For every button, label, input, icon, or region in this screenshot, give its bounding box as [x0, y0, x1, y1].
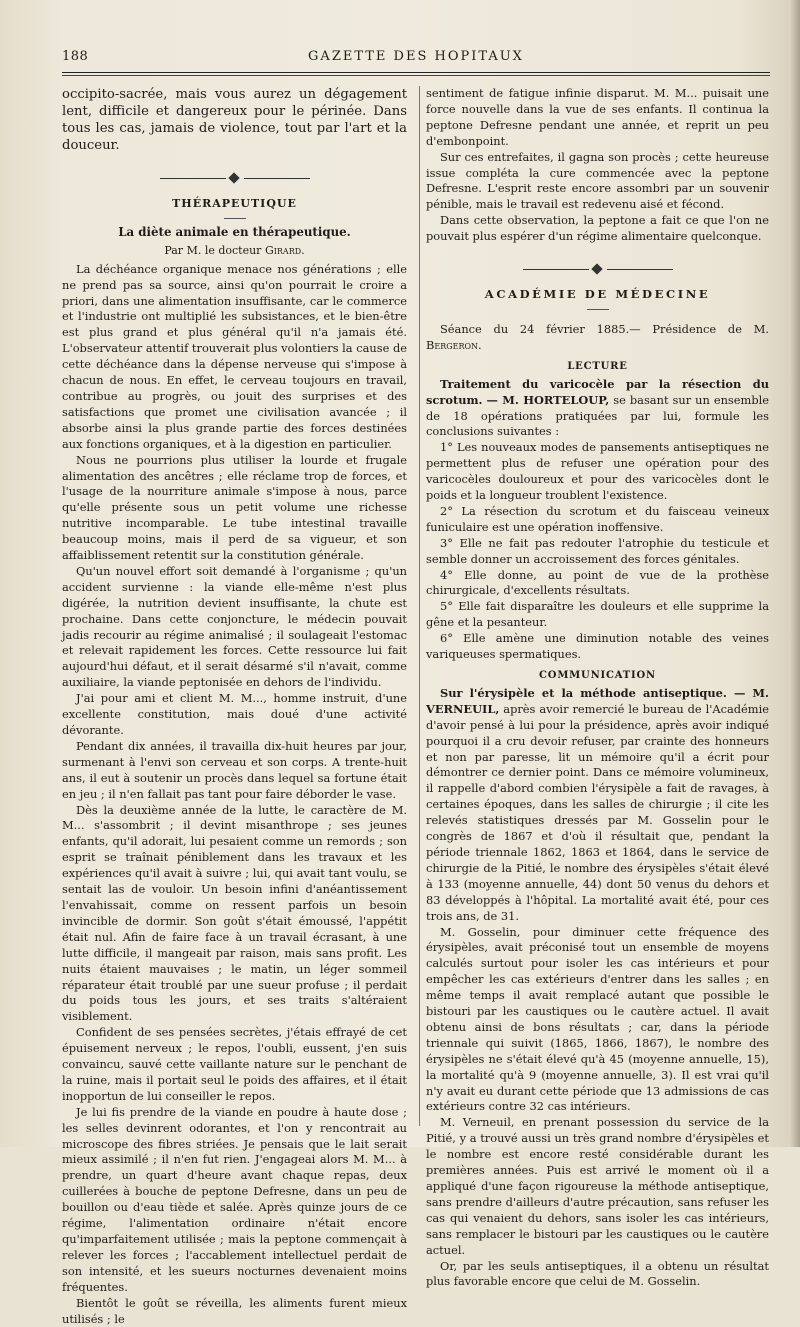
- running-title: GAZETTE DES HOPITAUX: [308, 49, 524, 64]
- section-ornament: [160, 168, 310, 190]
- paragraph: Bientôt le goût se réveilla, les aliments furent mieux utilisés ; le: [62, 1295, 407, 1326]
- page-number: 188: [62, 49, 89, 64]
- paragraph: sentiment de fatigue infinie disparut. M. M... puisait une force nouvelle dans la vue de ses enfants. Il continua la peptone Defresne pendant une année, et reprit un peu d'embonpoint.: [426, 86, 769, 148]
- paragraph: M. Verneuil, en prenant possession du service de la Pitié, y a trouvé aussi un très grand nombre d'érysipèles et le nombre est encore resté considérable durant les premières années. Puis est arrivé le moment où il a appliqué d'une façon rigoureuse la méthode antiseptique, sans prendre d'ailleurs d'autre précaution, sans refuser les cas qui venaient du dehors, sans isoler les cas intérieurs, sans remplacer le bistouri par les caustiques ou le cautère actuel.: [426, 1115, 769, 1257]
- header-rule-thin: [62, 75, 770, 76]
- paragraph: Pendant dix années, il travailla dix-huit heures par jour, surmenant à l'envi son cerveau et son corps. A trente-huit ans, il eut à soutenir un procès dans lequel sa fortune était en jeu ; il n'en fallait pas tant pour faire déborder le vase.: [62, 738, 407, 801]
- subsection-title-communication: COMMUNICATION: [539, 670, 656, 681]
- lead-paragraph: occipito-sacrée, mais vous aurez un dégagement lent, difficile et dangereux pour le périnée. Dans tous les cas, jamais de violence, tout par l'art et la douceur.: [62, 87, 407, 153]
- right-column: [426, 86, 769, 1290]
- paragraph: Je lui fis prendre de la viande en poudre à haute dose ; les selles devinrent odorantes, et l'on y rencontrait au microscope des fibres striées. Je pensais que le lait serait mieux assimilé ; il n'en fut rien. J'engageai alors M. M... à prendre, un quart d'heure avant chaque repas, deux cuillerées à bouche de peptone Defresne, dans un peu de bouillon ou d'eau tiède et salée. Après quinze jours de ce régime, l'alimentation ordinaire n'était encore qu'imparfaitement utilisée ; mais la peptone commençait à relever les forces ; l'accablement intellectuel perdait de son intensité, et les sueurs nocturnes devenaient moins fréquentes.: [62, 1104, 407, 1294]
- paragraph: Qu'un nouvel effort soit demandé à l'organisme ; qu'un accident survienne : la viande elle-même n'est plus digérée, la nutrition devient insuffisante, la chute est prochaine. Dans cette conjoncture, le médecin pouvait jadis recourir au régime animalisé ; il soulageait l'estomac et relevait rapidement les forces. Cette ressource lui fait aujourd'hui défaut, et il serait désarmé s'il n'avait, comme auxiliaire, la viande peptonisée en dehors de l'individu.: [62, 563, 407, 690]
- section-title-therapeutique: THÉRAPEUTIQUE: [172, 197, 297, 210]
- lecture-intro: [426, 377, 769, 441]
- subsection-title-lecture: LECTURE: [567, 360, 628, 372]
- communication-text: après avoir remercié le bureau de l'Académie d'avoir pensé à lui pour la présidence, après avoir indiqué pourquoi il a cru devoir refuser, par crainte des honneurs et non par paresse, lit un mémoire qu'il a écrit pour démontrer ce dernier point. Dans ce mémoire volumineux, il rappelle d'abord combien l'érysipèle a fait de ravages, à certaines époques, dans les salles de chirurgie ; il cite les relevés statistiques dressés par M. Gosselin pour le congrès de 1867 et d'où il résultait que, pendant la période triennale 1862, 1863 et 1864, dans le service de chirurgie de la Pitié, le nombre des érysipèles s'était élevé à 133 (moyenne annuelle, 44) dont 50 venus du dehors et 83 développés à l'hôpital. La mortalité avait été, pour ces trois ans, de 31.: [426, 701, 769, 923]
- paragraph: Dans cette observation, la peptone a fait ce que l'on ne pouvait plus espérer d'un régime alimentaire quelconque.: [426, 213, 769, 244]
- short-rule: [587, 309, 609, 310]
- paragraph: J'ai pour ami et client M. M..., homme instruit, d'une excellente constitution, mais doué d'une activité dévorante.: [62, 691, 407, 737]
- paragraph: Nous ne pourrions plus utiliser la lourde et frugale alimentation des ancêtres ; elle réclame trop de forces, et l'usage de la nourriture animale s'impose à nous, parce qu'elle présente sous un petit volume une richesse nutritive incomparable. Le tube intestinal travaille beaucoup moins, mais il perd de sa vigueur, et son affaiblissement retentit sur la constitution générale.: [62, 452, 407, 563]
- communication-author: — M. VERNEUIL,: [426, 685, 769, 716]
- conclusion-item: 5° Elle fait disparaître les douleurs et elle supprime la gêne et la pesanteur.: [426, 599, 769, 630]
- conclusion-item: 3° Elle ne fait pas redouter l'atrophie du testicule et semble donner un accroissement des forces génitales.: [426, 535, 769, 566]
- paragraph: M. Gosselin, pour diminuer cette fréquence des érysipèles, avait préconisé tout un ensemble de moyens calculés surtout pour isoler les cas intérieurs et pour empêcher les cas extérieurs d'entrer dans les salles ; en même temps il avait remplacé autant que possible le bistouri par les caustiques ou le cautère actuel. Il avait obtenu ainsi de bons résultats ; car, dans la période triennale qui suivit (1865, 1866, 1867), le nombre des érysipèles ne s'était élevé qu'à 45 (moyenne annuelle, 15), la mortalité qu'à 9 (moyenne annuelle, 3). Il est vrai qu'il n'y avait eu durant cette période que 13 admissions de cas extérieurs contre 32 cas intérieurs.: [426, 924, 769, 1114]
- paragraph: Confident de ses pensées secrètes, j'étais effrayé de cet épuisement nerveux ; le repos, l'oubli, eussent, j'en suis convaincu, sauvé cette vaillante nature sur le penchant de la ruine, mais il portait seul le poids des affaires, et il était inopportun de lui conseiller le repos.: [62, 1025, 407, 1103]
- session-line: [426, 322, 769, 354]
- session-prefix: Séance du 24 février 1885.— Présidence de M.: [440, 321, 769, 336]
- conclusion-item: 2° La résection du scrotum et du faisceau veineux funiculaire est une opération inoffensive.: [426, 503, 769, 534]
- section-ornament: [523, 259, 673, 281]
- header-rule: [62, 72, 770, 73]
- byline-name: Girard.: [264, 243, 305, 257]
- byline-prefix: Par M. le docteur: [164, 243, 265, 257]
- section-title-academie: ACADÉMIE DE MÉDECINE: [484, 287, 711, 302]
- short-rule: [224, 218, 246, 219]
- session-president: Bergeron.: [426, 337, 482, 352]
- page-spine-shadow: [790, 0, 800, 1147]
- paragraph: Dès la deuxième année de la lutte, le caractère de M. M... s'assombrit ; il devint misanthrope ; ses jeunes enfants, qu'il adorait, lui pesaient comme un remords ; son esprit se traînait péniblement dans les travaux et les expériences qu'il avait à suivre ; lui, qui avait tant voulu, se sentait las de vouloir. Un besoin infini d'anéantissement l'envahissait, comme on ressent parfois un besoin invincible de dormir. Son goût s'était émoussé, l'appétit était nul. Afin de faire face à un travail écrasant, à une lutte difficile, il mangeait par raison, mais sans profit. Les nuits étaient mauvaises ; le matin, un léger sommeil réparateur était troublé par une sueur profuse ; il perdait du poids tous les jours, et ses traits s'altéraient visiblement.: [62, 802, 407, 1024]
- page-header: [62, 49, 770, 71]
- conclusion-item: 1° Les nouveaux modes de pansements antiseptiques ne permettent plus de refuser une opération pour des varicocèles douloureux et pour des varicocèles dont le poids et la longueur troublent l'existence.: [426, 440, 769, 503]
- paragraph: Or, par les seuls antiseptiques, il a obtenu un résultat plus favorable encore que celui de M. Gosselin.: [426, 1258, 769, 1289]
- article-title-diete: La diète animale en thérapeutique.: [118, 224, 351, 239]
- communication-article-title: Sur l'érysipèle et la méthode antiseptique.: [440, 685, 727, 700]
- lecture-author: — M. HORTELOUP,: [486, 392, 610, 407]
- conclusion-item: 4° Elle donne, au point de vue de la prothèse chirurgicale, d'excellents résultats.: [426, 567, 769, 598]
- article-byline: [62, 243, 407, 259]
- communication-paragraph: [426, 686, 769, 925]
- lecture-article-title: Traitement du varicocèle par la résection du scrotum.: [426, 376, 769, 407]
- left-column: [62, 86, 407, 1327]
- column-divider: [419, 86, 420, 1126]
- paragraph: La déchéance organique menace nos générations ; elle ne prend pas sa source, ainsi qu'on pourrait le croire a priori, dans une alimentation insuffisante, car le commerce et l'industrie ont multiplié les subsistances, et le bien-être est plus grand et plus général qu'il n'a jamais été. L'observateur attentif trouverait plus volontiers la cause de cette déchéance dans la dépense nerveuse qui s'impose à chacun de nous. En effet, le cerveau toujours en travail, contribue au progrès, ou jouit des surprises et des satisfactions que promet une civilisation avancée ; il absorbe ainsi la plus grande partie des forces destinées aux fonctions organiques, et à la digestion en particulier.: [62, 261, 407, 451]
- lecture-intro-text: se basant sur un ensemble de 18 opérations pratiquées par lui, formule les conclusions suivantes :: [426, 392, 769, 439]
- conclusion-item: 6° Elle amène une diminution notable des veines variqueuses spermatiques.: [426, 631, 769, 662]
- paragraph: Sur ces entrefaites, il gagna son procès ; cette heureuse issue compléta la cure commencée avec la peptone Defresne. L'esprit reste encore assombri par un souvenir pénible, mais le travail est redevenu aisé et fécond.: [426, 149, 769, 212]
